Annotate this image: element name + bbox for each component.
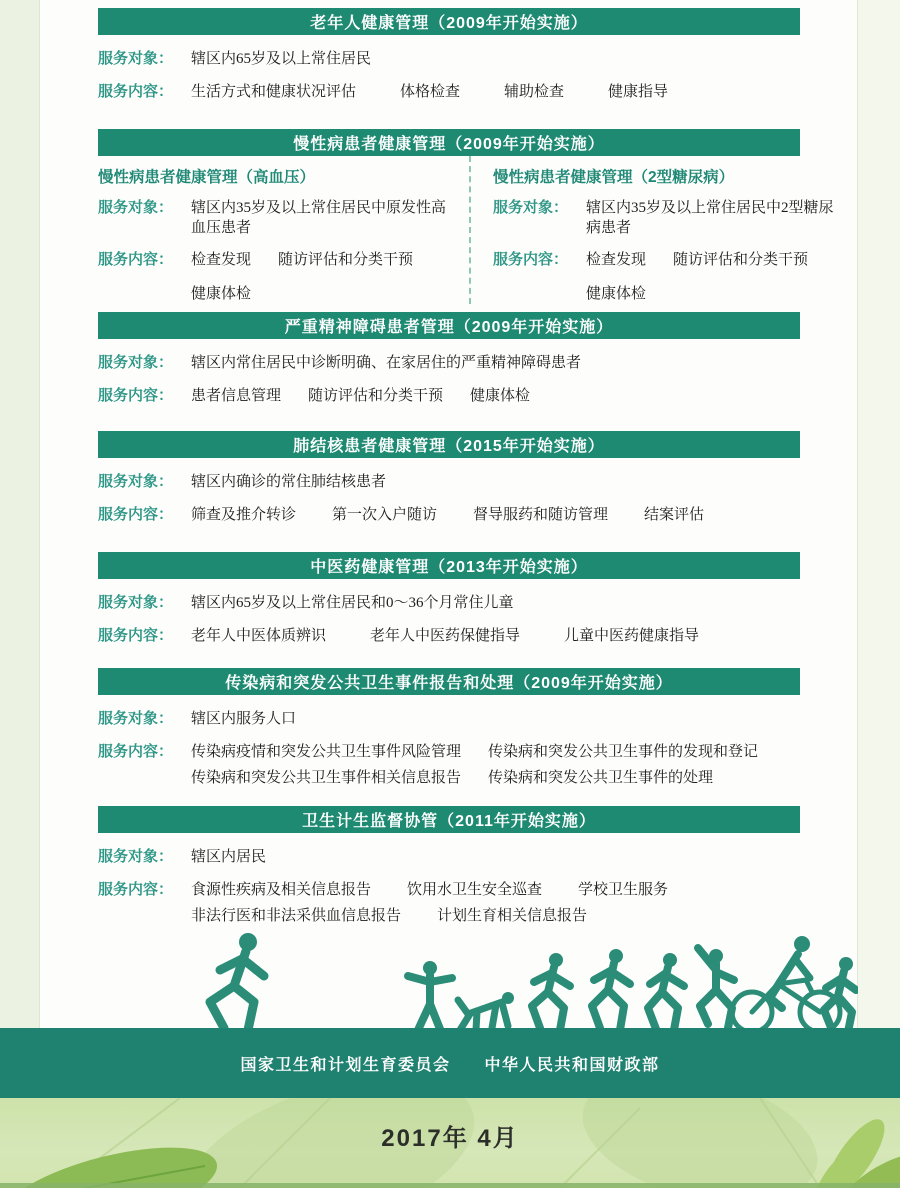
running-child-icon: [592, 949, 630, 1030]
service-content-row: [98, 742, 840, 788]
content-item: 食源性疾病及相关信息报告: [191, 882, 372, 898]
content-item: 非法行医和非法采供血信息报告: [191, 908, 402, 924]
content-label: 服务内容：: [98, 387, 174, 404]
section-header-chronic: [98, 129, 800, 156]
content-item: 健康体检: [191, 286, 252, 302]
content-item: 健康体检: [586, 286, 647, 302]
content-label: 服务内容：: [493, 251, 569, 268]
target-value: 辖区内65岁及以上常住居民: [191, 51, 372, 67]
target-value: 辖区内常住居民中诊断明确、在家居住的严重精神障碍患者: [191, 355, 582, 371]
service-target-row: [98, 198, 453, 238]
target-value: 辖区内35岁及以上常住居民中2型糖尿病患者: [586, 200, 834, 236]
service-target-row: [98, 709, 840, 729]
content-item: 随访评估和分类干预: [308, 388, 444, 404]
target-label: 服务对象：: [98, 594, 174, 611]
running-child-icon: [532, 953, 570, 1030]
content-item: 传染病和突发公共卫生事件相关信息报告: [191, 770, 462, 786]
bottom-edge-strip: [0, 1183, 900, 1188]
section-title: 严重精神障碍患者管理（2009年开始实施）: [284, 319, 614, 336]
service-content-row: [493, 250, 840, 304]
column-subtitle: 慢性病患者健康管理（2型糖尿病）: [493, 169, 735, 186]
section-title: 中医药健康管理（2013年开始实施）: [310, 559, 588, 576]
walking-child-icon: [408, 961, 452, 1030]
content-item: 随访评估和分类干预: [278, 252, 414, 268]
content-item: 筛查及推介转诊: [191, 507, 297, 523]
content-item: 传染病和突发公共卫生事件的发现和登记: [488, 744, 759, 760]
content-item: 检查发现: [586, 252, 647, 268]
left-margin-strip: [0, 0, 40, 1028]
content-item: 辅助检查: [504, 84, 565, 100]
footer-band: [0, 1028, 900, 1098]
content-item: 督导服药和随访管理: [473, 507, 609, 523]
service-target-row: [98, 847, 840, 867]
content-item: 饮用水卫生安全巡查: [407, 882, 543, 898]
content-label: 服务内容：: [98, 506, 174, 523]
target-value: 辖区内35岁及以上常住居民中原发性高血压患者: [191, 200, 447, 236]
service-content-row: [98, 626, 840, 646]
service-content-row: [98, 505, 840, 525]
section-header-tcm: [98, 552, 800, 579]
running-dog-icon: [458, 992, 514, 1030]
bottom-decorative-zone: [0, 1098, 900, 1188]
section-title: 卫生计生监督协管（2011年开始实施）: [302, 813, 596, 830]
hypertension-column: [98, 156, 469, 304]
service-target-row: [98, 353, 840, 373]
content-item: 传染病和突发公共卫生事件的处理: [488, 770, 714, 786]
content-item: 老年人中医体质辨识: [191, 628, 327, 644]
target-label: 服务对象：: [493, 199, 569, 216]
content-item: 检查发现: [191, 252, 252, 268]
content-label: 服务内容：: [98, 743, 174, 760]
running-woman-icon: [210, 933, 264, 1030]
service-target-row: [98, 593, 840, 613]
content-label: 服务内容：: [98, 251, 174, 268]
content-item: 随访评估和分类干预: [673, 252, 809, 268]
service-content-row: [98, 880, 840, 926]
sections-container: [40, 0, 858, 1028]
service-target-row: [98, 472, 840, 492]
section-title: 肺结核患者健康管理（2015年开始实施）: [293, 438, 605, 455]
content-item: 儿童中医药健康指导: [564, 628, 700, 644]
content-item: 计划生育相关信息报告: [437, 908, 588, 924]
content-item: 患者信息管理: [191, 388, 282, 404]
section-header-infectious: [98, 668, 800, 695]
target-label: 服务对象：: [98, 848, 174, 865]
section-header-supervision: [98, 806, 800, 833]
target-label: 服务对象：: [98, 710, 174, 727]
content-item: 体格检查: [400, 84, 461, 100]
diabetes-column: [469, 156, 840, 304]
active-people-silhouettes: [40, 930, 858, 1036]
content-item: 学校卫生服务: [578, 882, 669, 898]
section-title: 传染病和突发公共卫生事件报告和处理（2009年开始实施）: [225, 675, 673, 692]
section-header-mental: [98, 312, 800, 339]
target-value: 辖区内服务人口: [191, 711, 297, 727]
target-value: 辖区内65岁及以上常住居民和0～36个月常住儿童: [191, 595, 514, 611]
section-header-elderly: [98, 8, 800, 35]
content-label: 服务内容：: [98, 627, 174, 644]
jumping-child-icon: [698, 948, 734, 1028]
content-item: 老年人中医药保健指导: [370, 628, 521, 644]
service-content-row: [98, 386, 840, 406]
service-content-row: [98, 250, 453, 304]
target-value: 辖区内确诊的常住肺结核患者: [191, 474, 387, 490]
chronic-columns: [98, 156, 840, 304]
content-item: 健康体检: [470, 388, 531, 404]
publication-date: 2017年 4月: [381, 1125, 519, 1152]
target-label: 服务对象：: [98, 199, 174, 216]
content-label: 服务内容：: [98, 83, 174, 100]
ministry-finance-name: 中华人民共和国财政部: [484, 1056, 660, 1074]
content-item: 传染病疫情和突发公共卫生事件风险管理: [191, 744, 462, 760]
ministry-health-name: 国家卫生和计划生育委员会: [240, 1056, 451, 1074]
content-item: 生活方式和健康状况评估: [191, 84, 357, 100]
service-content-row: [98, 82, 840, 102]
service-target-row: [493, 198, 840, 238]
section-header-tb: [98, 431, 800, 458]
target-label: 服务对象：: [98, 50, 174, 67]
section-title: 老年人健康管理（2009年开始实施）: [310, 15, 588, 32]
service-target-row: [98, 49, 840, 69]
content-label: 服务内容：: [98, 881, 174, 898]
target-value: 辖区内居民: [191, 849, 267, 865]
right-margin-strip: [857, 0, 900, 1028]
target-label: 服务对象：: [98, 354, 174, 371]
content-item: 健康指导: [608, 84, 669, 100]
target-label: 服务对象：: [98, 473, 174, 490]
section-title: 慢性病患者健康管理（2009年开始实施）: [293, 136, 605, 153]
content-item: 结案评估: [644, 507, 705, 523]
column-subtitle: 慢性病患者健康管理（高血压）: [98, 169, 316, 186]
running-girl-icon: [648, 953, 684, 1030]
content-item: 第一次入户随访: [332, 507, 438, 523]
